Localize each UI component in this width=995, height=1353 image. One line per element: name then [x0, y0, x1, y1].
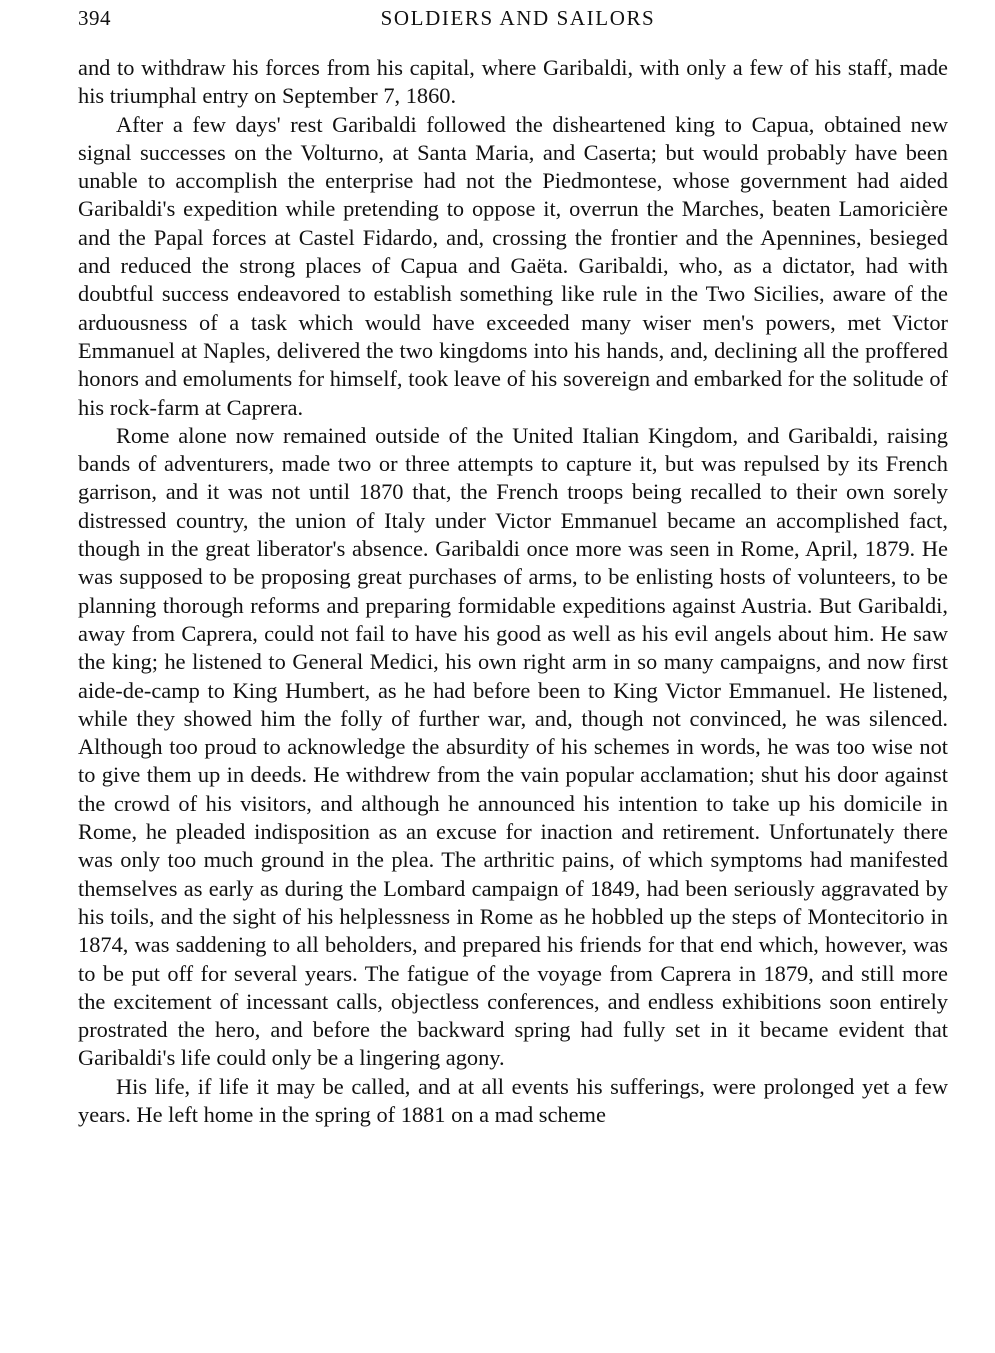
paragraph-rome: Rome alone now remained outside of the United Italian Kingdom, and Garibaldi, raising bands of adventurers, made two or three attempts to capture it, but was repulsed by its French garrison, and it was not until 1870 that, the French troops being recalled to their own sorely distressed country, the union of Italy under Victor Emmanuel became an accomplished fact, though in the great liberator's absence. Garibaldi once more was seen in Rome, April, 1879. He was supposed to be proposing great purchases of arms, to be enlisting hosts of volunteers, to be planning thorough reforms and preparing formidable expeditions against Austria. But Garibaldi, away from Caprera, could not fail to have his good as well as his evil angels about him. He saw the king; he listened to General Medici, his own right arm in so many campaigns, and now first aide-de-camp to King Humbert, as he had before been to King Victor Emmanuel. He listened, while they showed him the folly of further war, and, though not convinced, he was silenced. Although too proud to acknowledge the absurdity of his schemes in words, he was too wise not to give them up in deeds. He withdrew from the vain popular acclamation; shut his door against the crowd of his visitors, and although he announced his intention to take up his domicile in Rome, he pleaded indisposition as an excuse for inaction and retirement. Unfortunately there was only too much ground in the plea. The arthritic pains, of which symptoms had manifested themselves as early as during the Lombard campaign of 1849, had been seriously aggravated by his toils, and the sight of his helplessness in Rome as he hobbled up the steps of Montecitorio in 1874, was saddening to all beholders, and prepared his friends for that end which, however, was to be put off for several years. The fatigue of the voyage from Caprera in 1879, and still more the excitement of incessant calls, objectless conferences, and endless exhibitions soon entirely prostrated the hero, and before the backward spring had fully set in it became evident that Garibaldi's life could only be a lingering agony.: [78, 422, 948, 1071]
running-title: SOLDIERS AND SAILORS: [380, 6, 656, 30]
page-number: 394: [78, 6, 111, 30]
running-head: [78, 6, 948, 36]
paragraph-capua: After a few days' rest Garibaldi followed the disheartened king to Capua, obtained new signal successes on the Volturno, at Santa Maria, and Caserta; but would probably have been unable to accomplish the enterprise had not the Piedmontese, whose government had aided Garibaldi's expedition while pretending to oppose it, overrun the Marches, beaten Lamoricière and the Papal forces at Castel Fidardo, and, crossing the frontier and the Apennines, besieged and reduced the strong places of Capua and Gaëta. Garibaldi, who, as a dictator, had with doubtful success endeavored to establish something like rule in the Two Sicilies, aware of the arduousness of a task which would have exceeded many wiser men's powers, met Victor Emmanuel at Naples, delivered the two kingdoms into his hands, and, declining all the proffered honors and emoluments for himself, took leave of his sovereign and embarked for the solitude of his rock-farm at Caprera.: [78, 111, 948, 420]
paragraph-continuation: and to withdraw his forces from his capital, where Garibaldi, with only a few of his staff, made his triumphal entry on September 7, 1860.: [78, 55, 948, 109]
body-text: [78, 54, 948, 1129]
paragraph-his-life: His life, if life it may be called, and at all events his sufferings, were prolonged yet a few years. He left home in the spring of 1881 on a mad scheme: [78, 1073, 948, 1127]
